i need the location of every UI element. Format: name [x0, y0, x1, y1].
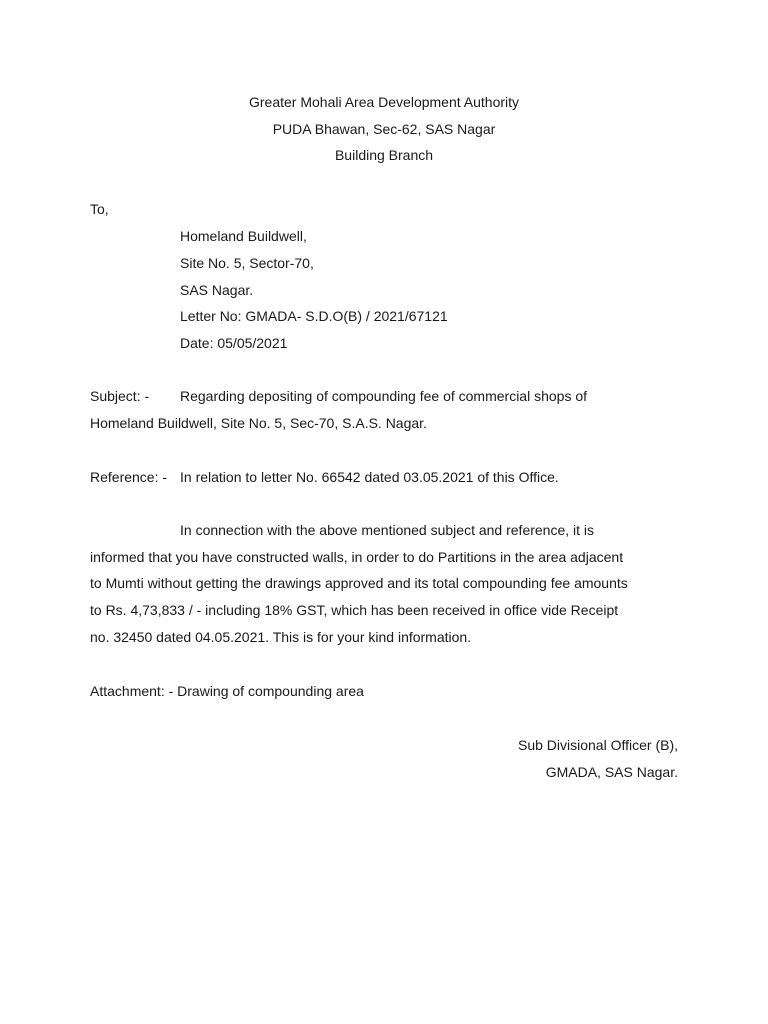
- letter-number: Letter No: GMADA- S.D.O(B) / 2021/67121: [180, 308, 448, 324]
- org-name: Greater Mohali Area Development Authority: [248, 94, 520, 110]
- body-line-4: to Rs. 4,73,833 / - including 18% GST, which has been received in office vide Receipt: [90, 602, 619, 618]
- subject-label: Subject: -: [90, 388, 150, 404]
- body-line-5: no. 32450 dated 04.05.2021. This is for your kind information.: [90, 629, 472, 645]
- recipient-name: Homeland Buildwell,: [180, 228, 307, 244]
- body-line-2: informed that you have constructed walls, in order to do Partitions in the area adjacent: [90, 549, 624, 565]
- reference-label: Reference: -: [90, 469, 168, 485]
- reference-text: In relation to letter No. 66542 dated 03.05.2021 of this Office.: [180, 469, 559, 485]
- body-line-3: to Mumti without getting the drawings approved and its total compounding fee amounts: [90, 575, 628, 591]
- org-address: PUDA Bhawan, Sec-62, SAS Nagar: [272, 121, 496, 137]
- subject-line-1: Regarding depositing of compounding fee of commercial shops of: [180, 388, 588, 404]
- body-line-1: In connection with the above mentioned subject and reference, it is: [180, 522, 595, 538]
- signatory-title: Sub Divisional Officer (B),: [517, 737, 678, 753]
- signatory-office: GMADA, SAS Nagar.: [545, 764, 678, 780]
- letter-date: Date: 05/05/2021: [180, 335, 288, 351]
- branch-name: Building Branch: [334, 147, 434, 163]
- subject-line-2: Homeland Buildwell, Site No. 5, Sec-70, S.A.S. Nagar.: [90, 415, 427, 431]
- attachment-text: Attachment: - Drawing of compounding area: [90, 683, 364, 699]
- salutation: To,: [90, 201, 109, 217]
- recipient-site: Site No. 5, Sector-70,: [180, 255, 314, 271]
- recipient-city: SAS Nagar.: [180, 282, 254, 298]
